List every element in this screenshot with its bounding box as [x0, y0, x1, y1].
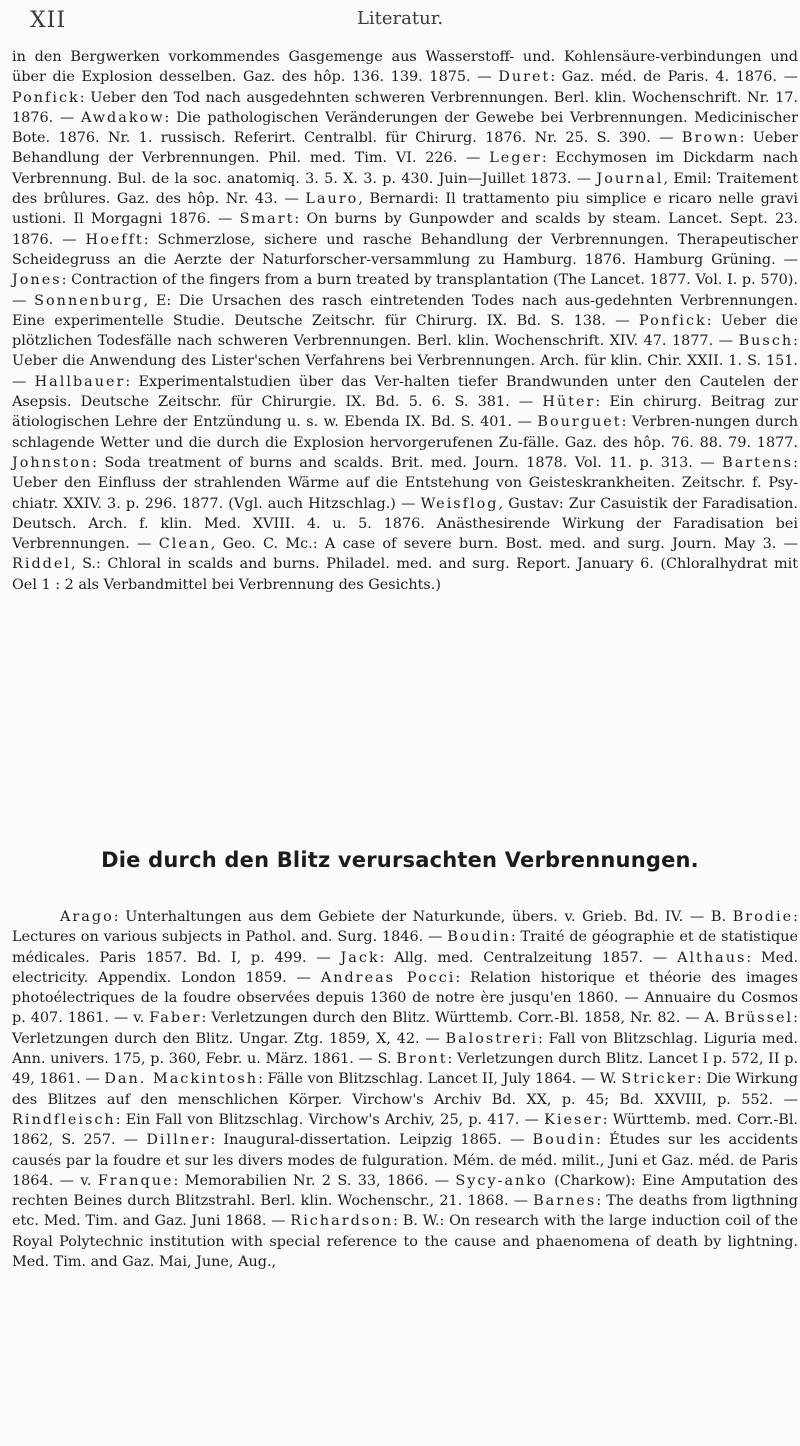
entry-author: Richardson: [290, 1213, 394, 1230]
entry-author: Brüssel: [724, 1010, 794, 1027]
bibliography-entry: [12, 232, 798, 268]
bibliography-entry: [159, 536, 798, 552]
entry-text: : Ueber die plötzlichen Todesfälle nach schweren Verbrennungen. Berl. klin. Wochenschrift. XIV. 47. 1877. —: [12, 312, 798, 350]
entry-text: : Gaz. méd. de Paris. 4. 1876. —: [550, 69, 798, 86]
entry-author: Rindfleisch: [12, 1111, 116, 1128]
entry-text: : Traité de géographie et de statistique médicales. Paris 1857. Bd. I, p. 499. —: [12, 929, 798, 966]
entry-author: Dan. Mackintosh: [104, 1071, 259, 1088]
entry-text: : Schmerzlose, sichere und rasche Behandlung der Verbrennungen. Therapeutischer Scheidegruss an die Aerzte der Naturforscher-versammlung zu Hamburg. 1876. Hamburg Grüning. —: [12, 231, 798, 268]
entry-text: : Ueber den Tod nach ausgedehnten schweren Verbrennungen. Berl. klin. Wochenschrift. Nr. 17. 1876. —: [12, 89, 798, 126]
entry-author: Riddel: [12, 556, 71, 573]
entry-author: Stricker: [621, 1071, 697, 1088]
entry-author: Boudin: [447, 929, 511, 946]
entry-author: Sycy-anko: [455, 1172, 548, 1189]
entry-author: Clean: [158, 536, 211, 553]
entry-text: : Ein Fall von Blitzschlag. Virchow's Archiv, 25, p. 417. —: [115, 1111, 539, 1128]
entry-author: Jones: [12, 272, 62, 289]
bibliography-entry: [12, 110, 798, 146]
entry-author: Brown: [681, 130, 740, 147]
running-head: Literatur.: [356, 8, 444, 29]
entry-text: : On burns by Gunpowder and scalds by steam. Lancet. Sept. 23. 1876. —: [12, 211, 798, 248]
entry-text: : Études sur les accidents causés par la foudre et sur les divers modes de fulguration. Mém. de méd. milit., Juni et Gaz. méd. de Paris 1864. —: [12, 1132, 798, 1189]
bibliography-entry: [60, 909, 704, 925]
bibliography-entry: [133, 1010, 699, 1026]
entry-text: : Verletzungen durch Blitz. Lancet I p. 572, II p. 49, 1861. —: [12, 1051, 799, 1088]
entry-author: Barnes: [533, 1193, 597, 1210]
entry-author: Ponfick: [639, 312, 707, 329]
entry-text: : Ecchymosen im Dickdarm nach Verbrennung. Bul. de la soc. anatomiq. 3. 5. X. 3. p. 430. Juin—Juillet 1873. —: [12, 150, 799, 187]
entry-text: , Bernardi: Il trattamento piu simplice e ricaro nelle gravi ustioni. Il Morgagni 1876. —: [12, 191, 798, 228]
page-number: XII: [30, 8, 67, 33]
entry-text: , Emil: Traitement des brûlures. Gaz. des hôp. Nr. 43. —: [12, 170, 798, 208]
bibliography-entry: [146, 1132, 524, 1148]
entry-author: Bourguet: [537, 414, 622, 431]
entry-prefix: in den Bergwerken vorkommendes Gasgemenge aus Wasserstoff- und. Kohlensäure-verbindungen und über die Explosion desselben. Gaz. des hôp. 136. 139. 1875. —: [12, 49, 798, 86]
entry-text: : Die pathologischen Veränderungen der Gewebe bei Verbrennungen. Medicinischer Bote. 1876. Nr. 1. russisch. Referirt. Centralbl. für Chirurg. 1876. Nr. 25. S. 390. —: [12, 109, 798, 147]
entry-author: Balostreri: [445, 1030, 538, 1047]
entry-text: , S.: Chloral in scalds and burns. Philadel. med. and surg. Report. January 6. (Chloralhydrat mit Oel 1 : 2 als Verbandmittel bei Verbrennung des Gesichts.): [12, 556, 798, 593]
entry-prefix: A.: [704, 1010, 720, 1027]
entry-text: : Ueber den Einfluss der strahlenden Wärme auf die Entstehung von Geisteskrankheiten. Zeitschr. f. Psy-chiatr. XXIV. 3. p. 296. 1877. (Vgl. auch Hitzschlag.) —: [12, 454, 798, 512]
entry-text: : The deaths from ligthning etc. Med. Tim. and Gaz. Juni 1868. —: [12, 1193, 798, 1230]
bibliography-entry: [80, 1173, 449, 1189]
entry-author: Johnston: [12, 454, 93, 471]
entry-text: : Contraction of the fingers from a burn treated by transplantation (The Lancet. 1877. Vol. I. p. 570). —: [12, 272, 798, 309]
bibliography-entry: [12, 556, 798, 592]
entry-text: , Gustav: Zur Casuistik der Faradisation. Deutsch. Arch. f. klin. Med. XVIII. 4. u. 5. 1876. Anästhesirende Wirkung der Faradisation bei Verbrennungen. —: [12, 495, 798, 553]
entry-text: : Inaugural-dissertation. Leipzig 1865. —: [210, 1132, 525, 1149]
bibliography-entry: [12, 1112, 539, 1128]
bibliography-entry: [12, 455, 715, 471]
entry-author: Bront: [396, 1051, 448, 1068]
entry-author: Smart: [239, 211, 295, 228]
entry-author: Hallbauer: [34, 373, 126, 390]
entry-text: : Fälle von Blitzschlag. Lancet II, July 1864. —: [258, 1071, 596, 1088]
entry-author: Kieser: [544, 1111, 603, 1128]
entry-author: Lauro: [305, 191, 359, 208]
entry-text: : Fall von Blitzschlag. Liguria med. Ann. univers. 175, p. 360, Febr. u. März. 1861. —: [12, 1030, 799, 1068]
bibliography-section-burns: [12, 47, 798, 595]
entry-prefix: S.: [377, 1051, 392, 1068]
entry-author: Journal: [596, 170, 664, 187]
entry-author: Althaus: [677, 949, 747, 966]
entry-text: : Die Wirkung des Blitzes auf den menschlichen Körper. Virchow's Archiv Bd. XX, p. 45; Bd. XXVIII, p. 552. —: [12, 1071, 798, 1108]
entry-author: Busch: [738, 333, 794, 350]
entry-text: (Charkow): Eine Amputation des rechten Beines durch Blitzstrahl. Berl. klin. Wochenschr., 21. 1868. —: [12, 1172, 798, 1210]
entry-author: Duret: [498, 69, 551, 86]
entry-text: : Unterhaltungen aus dem Gebiete der Naturkunde, übers. v. Grieb. Bd. IV. —: [113, 909, 705, 925]
entry-text: , Geo. C. Mc.: A case of severe burn. Bost. med. and surg. Journ. May 3. —: [210, 536, 799, 553]
bibliography-section-lightning: [12, 907, 798, 1272]
entry-author: Franque: [97, 1172, 174, 1189]
entry-author: Hüter: [542, 394, 596, 411]
entry-text: : B. W.: On research with the large induction coil of the Royal Polytechnic institution with special reference to the cause and phaenomena of death by lightning. Med. Tim. and Gaz. Mai, June, Aug.,: [12, 1213, 798, 1271]
entry-text: : Verletzungen durch den Blitz. Ungar. Ztg. 1859, X, 42. —: [12, 1010, 799, 1047]
entry-text: : Württemb. med. Corr.-Bl. 1862, S. 257. —: [12, 1111, 798, 1149]
section-heading-lightning: Die durch den Blitz verursachten Verbrennungen.: [101, 848, 699, 872]
entry-text: : Ueber die Anwendung des Lister'schen Verfahrens bei Verbrennungen. Arch. für klin. Chir. XXII. 1. S. 151. —: [12, 333, 799, 390]
page-header: [12, 8, 788, 34]
entry-author: Hoefft: [85, 231, 144, 248]
entry-author: Brodie: [732, 909, 794, 925]
entry-author: Awdakow: [80, 109, 165, 126]
entry-text: : Experimentalstudien über das Ver-halten tiefer Brandwunden unter den Cautelen der Asepsis. Deutsche Zeitschr. für Chirurgie. IX. Bd. 5. 6. S. 381. —: [12, 373, 799, 411]
entry-author: Dillner: [146, 1132, 211, 1149]
entry-author: Ponfick: [12, 89, 80, 106]
entry-prefix: v.: [133, 1010, 145, 1027]
entry-prefix: v.: [80, 1172, 92, 1189]
entry-author: Sonnenburg: [34, 292, 144, 309]
entry-text: : Allg. med. Centralzeitung 1857. —: [379, 949, 668, 966]
entry-text: : Verletzungen durch den Blitz. Württemb. Corr.-Bl. 1858, Nr. 82. —: [201, 1010, 700, 1027]
entry-text: , E: Die Ursachen des rasch eintretenden Todes nach aus-gedehnten Verbrennungen. Eine experimentelle Studie. Deutsche Zeitschr. für Chirurg. IX. Bd. S. 138. —: [12, 292, 799, 329]
entry-author: Faber: [149, 1010, 202, 1027]
bibliography-entry: [104, 1071, 595, 1087]
entry-text: : Relation historique et théorie des images photoélectriques de la foudre observées depuis 1360 de notre ère jusqu'en 1860. — Annuaire du Cosmos p. 407. 1861. —: [12, 969, 798, 1027]
entry-author: Leger: [489, 150, 542, 167]
entry-text: : Memorabilien Nr. 2 S. 33, 1866. —: [173, 1172, 449, 1189]
entry-author: Boudin: [532, 1132, 597, 1149]
entry-text: : Verbren-nungen durch schlagende Wetter und die durch die Explosion hervorgerufenen Zu-fälle. Gaz. des hôp. 76. 88. 79. 1877.: [12, 414, 798, 451]
entry-text: : Ueber Behandlung der Verbrennungen. Phil. med. Tim. VI. 226. —: [12, 130, 798, 167]
entry-author: Weisflog: [420, 495, 499, 512]
bibliography-entry: [498, 69, 798, 85]
entry-author: Bartens: [722, 454, 794, 471]
entry-text: : Lectures on various subjects in Pathol. and. Surg. 1846. —: [12, 909, 798, 946]
entry-author: Jack: [340, 949, 380, 966]
entry-text: : Med. electricity. Appendix. London 1859. —: [12, 949, 799, 986]
entry-text: : Soda treatment of burns and scalds. Brit. med. Journ. 1878. Vol. 11. p. 313. —: [92, 454, 715, 471]
entry-author: Andreas Pocci: [320, 969, 456, 986]
entry-author: Arago: [60, 909, 114, 925]
entry-prefix: W.: [599, 1071, 617, 1088]
entry-prefix: B.: [710, 909, 727, 925]
entry-text: : Ein chirurg. Beitrag zur ätiologischen Lehre der Entzündung u. s. w. Ebenda IX. Bd. S. 401. —: [12, 394, 798, 431]
bibliography-entry: [341, 950, 668, 966]
